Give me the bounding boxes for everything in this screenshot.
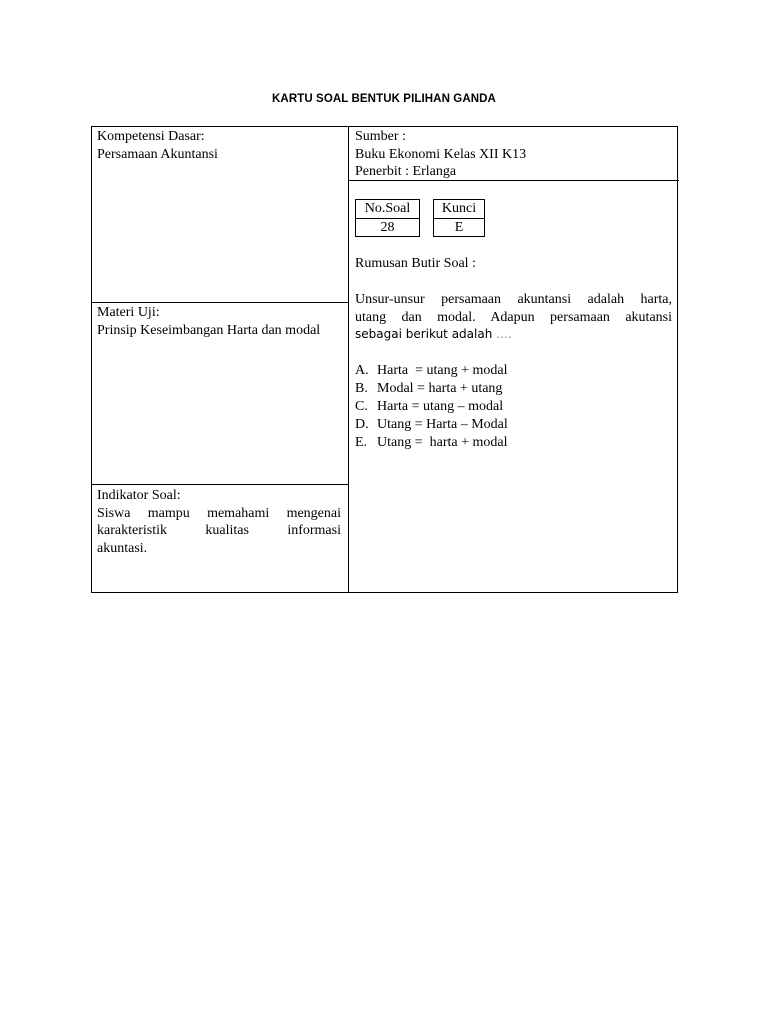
sumber-label: Sumber :: [355, 129, 406, 144]
indikator-line-1: Siswa mampu memahami mengenai: [97, 505, 341, 521]
sumber-section: [355, 128, 673, 181]
kunci-value: E: [434, 218, 484, 237]
kompetensi-label: Kompetensi Dasar:: [97, 129, 205, 144]
kunci-box: [433, 199, 485, 237]
indikator-line-3: akuntasi.: [97, 540, 148, 556]
kompetensi-value: Persamaan Akuntansi: [97, 146, 218, 162]
page-title: KARTU SOAL BENTUK PILIHAN GANDA: [272, 93, 496, 105]
question-line-2: utang dan modal. Adapun persamaan akutansi: [355, 309, 672, 325]
sumber-book: Buku Ekonomi Kelas XII K13: [355, 146, 527, 162]
column-divider: [348, 127, 349, 592]
kompetensi-section: [97, 128, 341, 163]
question-ellipsis: ….: [495, 327, 512, 341]
option-c: [355, 398, 655, 416]
question-card: [91, 126, 678, 593]
option-b: [355, 380, 655, 398]
option-d: [355, 416, 655, 434]
no-soal-label: No.Soal: [364, 201, 411, 216]
left-divider-1: [92, 302, 348, 303]
question-text: [355, 291, 672, 344]
answer-options: [355, 362, 655, 452]
question-line-1: Unsur-unsur persamaan akuntansi adalah harta,: [355, 292, 672, 307]
option-letter: A.: [355, 363, 369, 378]
indikator-section: [97, 487, 341, 557]
materi-value: Prinsip Keseimbangan Harta dan modal: [97, 322, 321, 338]
option-letter: E.: [355, 435, 368, 450]
indikator-label: Indikator Soal:: [97, 488, 181, 503]
question-line-3-row: [355, 326, 672, 344]
option-text: Harta = utang – modal: [377, 399, 504, 414]
materi-label: Materi Uji:: [97, 305, 160, 320]
left-divider-2: [92, 484, 348, 485]
no-soal-value: 28: [356, 218, 419, 237]
materi-section: [97, 304, 345, 339]
option-text: Utang = Harta – Modal: [377, 417, 508, 432]
option-letter: C.: [355, 399, 368, 414]
option-e: [355, 434, 655, 452]
no-soal-box: [355, 199, 420, 237]
question-line-3: sebagai berikut adalah: [355, 327, 493, 341]
sumber-publisher: Penerbit : Erlanga: [355, 164, 457, 179]
kunci-label: Kunci: [441, 201, 477, 216]
option-text: Utang = harta + modal: [377, 435, 508, 450]
option-a: [355, 362, 655, 380]
option-letter: B.: [355, 381, 368, 396]
indikator-line-2: karakteristik kualitas informasi: [97, 523, 341, 538]
option-text: Harta = utang + modal: [377, 363, 508, 378]
option-text: Modal = harta + utang: [377, 381, 503, 396]
rumusan-label: Rumusan Butir Soal :: [355, 256, 476, 271]
option-letter: D.: [355, 417, 369, 432]
